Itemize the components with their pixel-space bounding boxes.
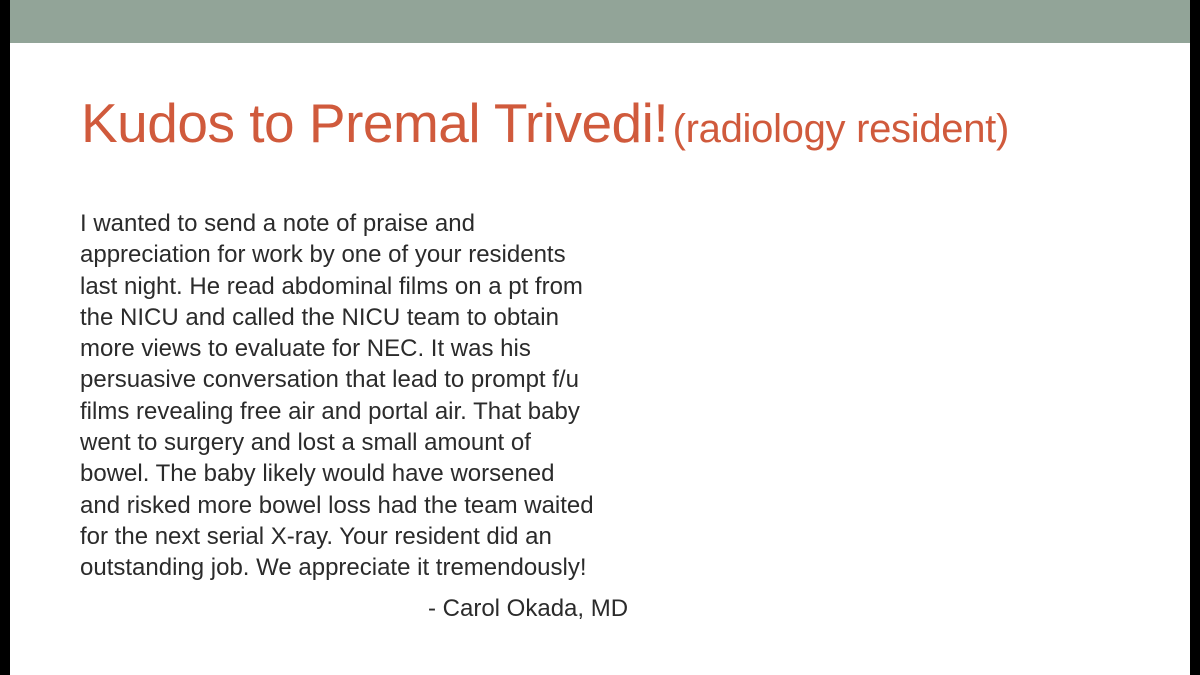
note-line: for the next serial X-ray. Your resident did an	[80, 522, 552, 550]
note-line: and risked more bowel loss had the team waited	[80, 491, 594, 519]
note-line: outstanding job. We appreciate it tremendously!	[80, 554, 587, 582]
note-line: more views to evaluate for NEC. It was his	[80, 335, 531, 363]
note-line: appreciation for work by one of your residents	[80, 241, 566, 269]
note-line: persuasive conversation that lead to prompt f/u	[80, 366, 579, 394]
note-line: films revealing free air and portal air. That baby	[80, 397, 580, 425]
praise-note	[80, 208, 700, 584]
note-line: I wanted to send a note of praise and	[80, 210, 475, 237]
note-line: went to surgery and lost a small amount of	[80, 429, 531, 457]
slide-title	[81, 92, 1009, 154]
note-line: last night. He read abdominal films on a pt from	[80, 272, 583, 300]
slide	[10, 0, 1190, 675]
signature: - Carol Okada, MD	[428, 595, 629, 622]
title-subtitle: (radiology resident)	[672, 107, 1009, 151]
title-main: Kudos to Premal Trivedi!	[81, 92, 669, 154]
note-line: bowel. The baby likely would have worsened	[80, 460, 555, 488]
header-band	[10, 0, 1190, 43]
note-line: the NICU and called the NICU team to obtain	[80, 303, 559, 331]
